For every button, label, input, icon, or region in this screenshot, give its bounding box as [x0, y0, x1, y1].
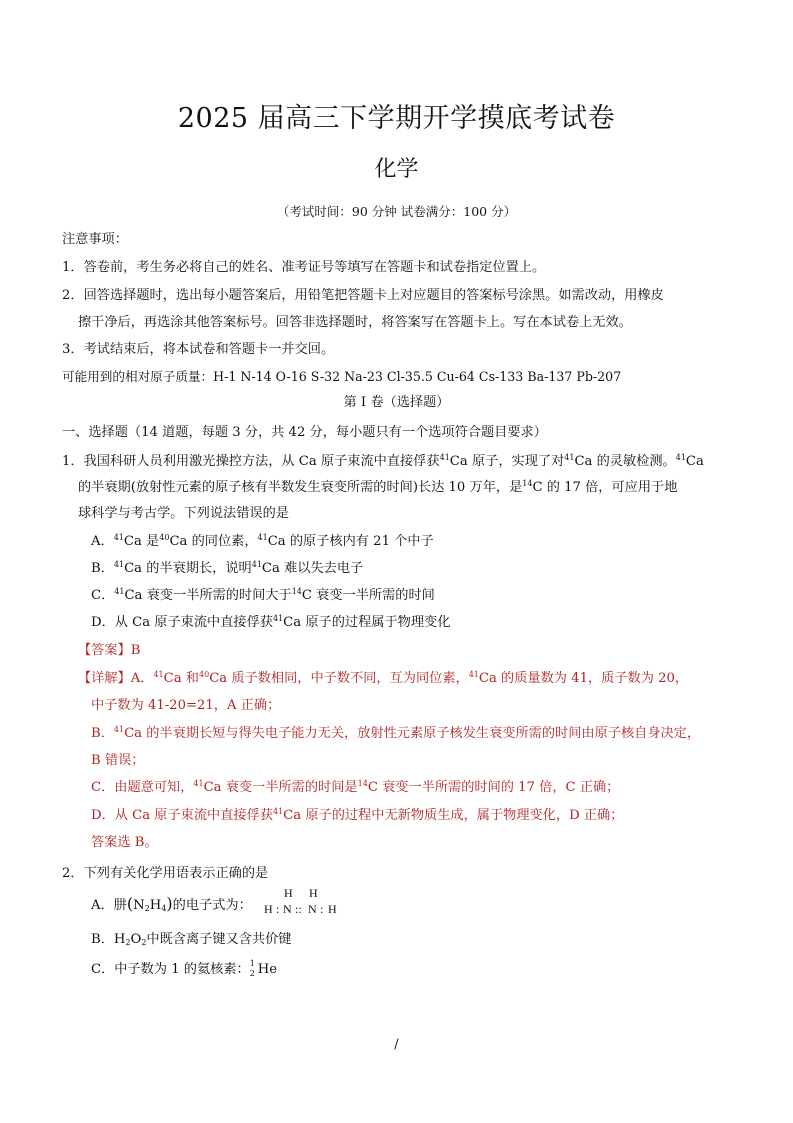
exam-info: （考试时间：90 分钟 试卷满分：100 分） [276, 204, 517, 219]
ef-h-left: H [264, 902, 273, 916]
notes-item-1: 1．答卷前，考生务必将自己的姓名、准考证号等填写在答题卡和试卷指定位置上。 [62, 260, 546, 275]
ef-lone-pairs: :: [295, 902, 302, 916]
q1-option-d: D．从 Ca 原子束流中直接俘获$^{41}$Ca 原子的过程属于物理变化 [91, 614, 451, 630]
q1-answer: 【答案】B [78, 643, 141, 658]
q1-option-c: C．$^{41}$Ca 衰变一半所需的时间大于$^{14}$C 衰变一半所需的时间 [91, 587, 435, 603]
ef-bond-1: : [276, 902, 280, 916]
q2-stem: 2．下列有关化学用语表示正确的是 [62, 866, 269, 881]
notes-item-3: 3．考试结束后，将本试卷和答题卡一并交回。 [62, 342, 335, 357]
q1-final-answer: 答案选 B。 [91, 835, 158, 850]
ef-bond-2: : [320, 902, 324, 916]
q1-option-a: A．$^{41}$Ca 是$^{40}$Ca 的同位素，$^{41}$Ca 的原子核内有 21 个中子 [91, 533, 434, 549]
volume-title: 第 I 卷（选择题） [343, 395, 450, 410]
q2-option-b: B．$H_2O_2$中既含离子键又含共价键 [91, 932, 292, 947]
hydrazine-electron-formula [264, 886, 342, 918]
page-marker: / [394, 1037, 399, 1052]
notes-item-2-cont: 擦干净后，再选涂其他答案标号。回答非选择题时，将答案写在答题卡上。写在本试卷上无效。 [78, 315, 632, 330]
q1-stem-line1: 1．我国科研人员利用激光操控方法，从 Ca 原子束流中直接俘获$^{41}$Ca 原子，实现了对$^{41}$Ca 的灵敏检测。$^{41}$Ca [62, 453, 704, 469]
ef-n-right: N [308, 902, 317, 916]
q1-option-b: B．$^{41}$Ca 的半衰期长，说明$^{41}$Ca 难以失去电子 [91, 560, 364, 576]
ef-n-left: N [283, 902, 292, 916]
q1-explanation-a-cont: 中子数为 41-20=21，A 正确； [91, 698, 281, 713]
notes-heading: 注意事项： [62, 232, 128, 247]
atomic-masses: 可能用到的相对原子质量：H-1 N-14 O-16 S-32 Na-23 Cl-35.5 Cu-64 Cs-133 Ba-137 Pb-207 [62, 369, 622, 384]
exam-title: 2025 届高三下学期开学摸底考试卷 [177, 103, 616, 134]
ef-h-top-left: H [284, 886, 293, 900]
q2-option-c: C．中子数为 1 的氦核素： 1 2 He [91, 958, 278, 978]
q1-explanation-c: C．由题意可知，$^{41}$Ca 衰变一半所需的时间是$^{14}$C 衰变一半所需的时间的 17 倍，C 正确； [91, 779, 620, 795]
ef-h-right: H [328, 902, 337, 916]
q1-explanation-d: D．从 Ca 原子束流中直接俘获$^{41}$Ca 原子的过程中无新物质生成，属于物理变化，D 正确； [91, 807, 624, 823]
q1-explanation-a: 【详解】A．$^{41}$Ca 和$^{40}$Ca 质子数相同，中子数不同，互为同位素，$^{41}$Ca 的质量数为 41，质子数为 20， [78, 670, 689, 686]
ef-h-top-right: H [309, 886, 318, 900]
q1-stem-line3: 球科学与考古学。下列说法错误的是 [78, 506, 289, 521]
q1-explanation-b: B．$^{41}$Ca 的半衰期长短与得失电子能力无关，放射性元素原子核发生衰变所需的时间由原子核自身决定， [91, 725, 701, 741]
q2-option-a: A．肼$(N_2H_4)$的电子式为： [91, 894, 252, 913]
subject-title: 化学 [374, 157, 419, 182]
q1-explanation-b-cont: B 错误； [91, 753, 145, 768]
notes-item-2: 2．回答选择题时，选出每小题答案后，用铅笔把答题卡上对应题目的答案标号涂黑。如需改动，用橡皮 [62, 288, 664, 303]
q1-stem-line2: 的半衰期(放射性元素的原子核有半数发生衰变所需的时间)长达 10 万年，是$^{14}$C 的 17 倍，可应用于地 [78, 479, 678, 495]
part-title: 一、选择题（14 道题，每题 3 分，共 42 分，每小题只有一个选项符合题目要求） [62, 425, 547, 440]
